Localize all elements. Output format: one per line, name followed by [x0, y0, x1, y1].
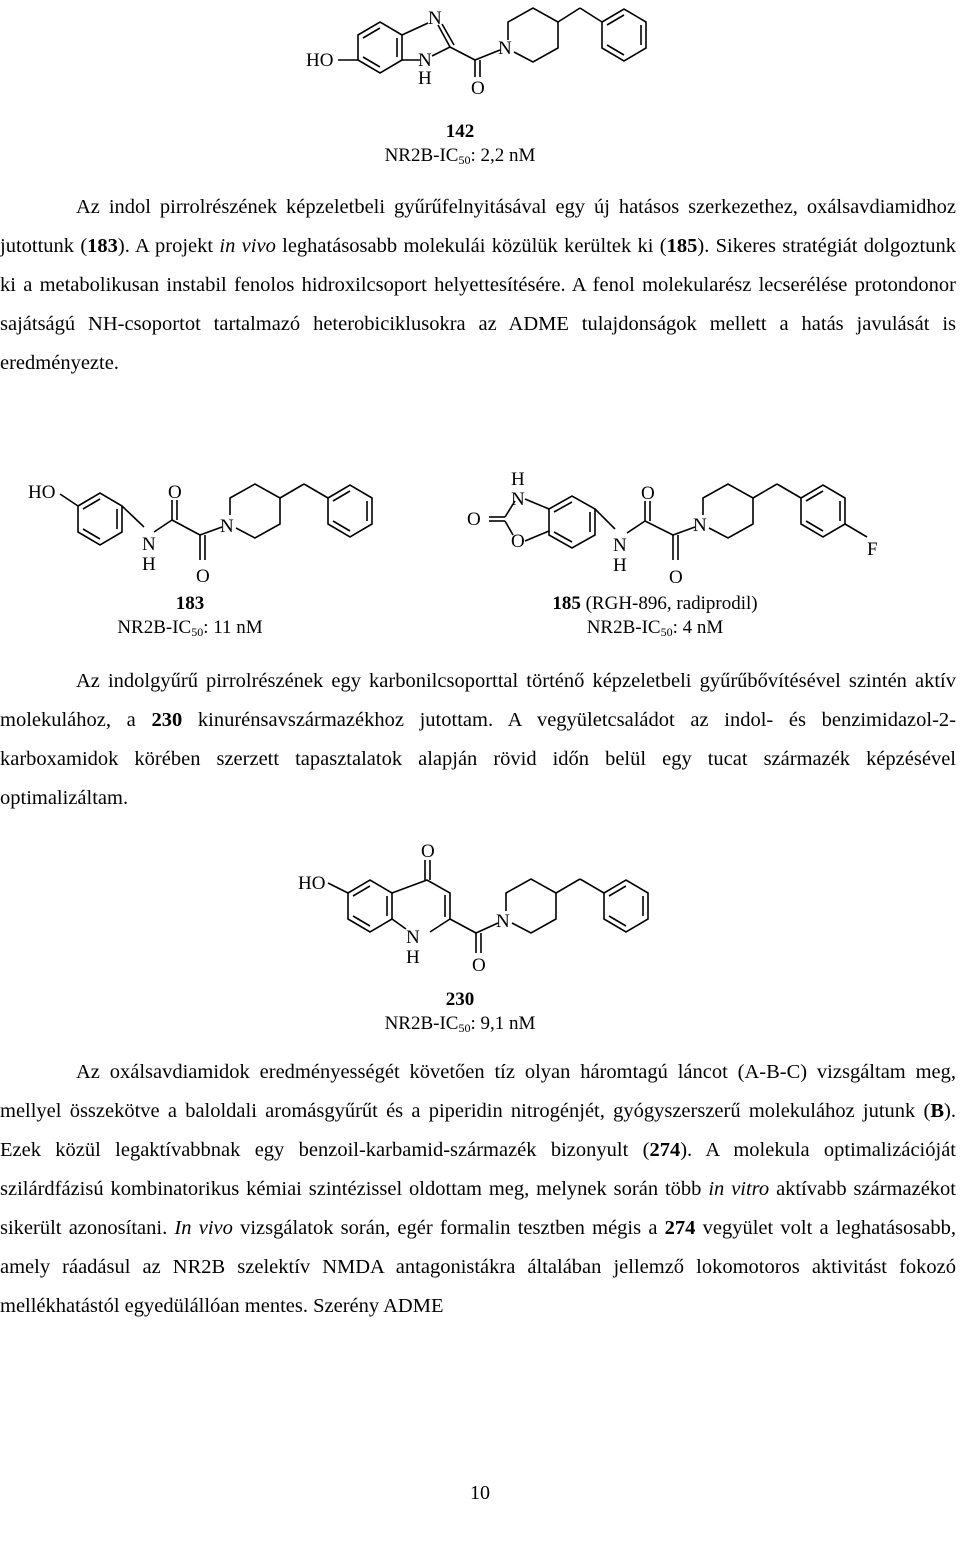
benzene-ring	[358, 22, 402, 73]
compound-number: 142	[445, 121, 475, 142]
activity: $NR2B-IC_{50}$: 4 nM	[586, 617, 724, 639]
o-label: O	[641, 483, 655, 504]
benzo-ring	[348, 880, 392, 932]
o-label: O	[511, 531, 525, 552]
o-label: O	[467, 509, 481, 530]
activity: $NR2B-IC_{50}$: 9,1 nM	[384, 1013, 536, 1035]
caption-142	[330, 120, 590, 168]
n-label: N	[428, 8, 442, 29]
n-label: N	[693, 515, 707, 536]
ho-label: HO	[28, 482, 56, 503]
h-label: H	[613, 555, 627, 576]
o-label: O	[471, 78, 485, 99]
o-label: O	[168, 482, 182, 503]
o-label: O	[196, 566, 210, 587]
n-label: N	[496, 911, 510, 932]
o-label: O	[421, 841, 435, 862]
h-label: H	[406, 947, 420, 968]
page-number: 10	[470, 1482, 490, 1504]
structure-142	[290, 0, 670, 110]
benzoxazolone-ring	[549, 496, 595, 548]
fluorophenyl-ring	[801, 485, 845, 537]
paragraph-3: Az oxálsavdiamidok eredményességét követően tíz olyan háromtagú láncot (A-B-C) vizsgáltam meg, mellyel összekötve a baloldali aromásgyűrűt és a piperidin nitrogénjét, gyógyszerszerű molekulához jutunk (B). Ezek közül legaktívabbnak egy benzoil-karbamid-származék bizonyult (274). A molekula optimalizációját szilárdfázisú kombinatorikus kémiai szintézissel oldottam meg, melynek során több in vitro aktívabb származékot sikerült azonosítani. In vivo vizsgálatok során, egér formalin tesztben mégis a 274 vegyület volt a leghatásosabb, amely ráadásul az NR2B szelektív NMDA antagonistákra általában jellemző lokomotoros aktivitást fokozó mellékhatástól egyedülállóan mentes. Szerény ADME	[0, 1061, 957, 1317]
activity: $NR2B-IC_{50}$: 11 nM	[117, 617, 263, 639]
n-label: N	[406, 927, 420, 948]
phenol-ring	[78, 493, 122, 545]
f-label: F	[867, 539, 878, 560]
caption-185	[500, 592, 810, 640]
paragraph-2: Az indolgyűrű pirrolrészének egy karbonilcsoporttal történő képzeletbeli gyűrűbővítésével szintén aktív molekulához, a 230 kinurénsavszármazékhoz jutottam. A vegyületcsaládot az indol- és benzimidazol-2-karboxamidok körében szerzett tapasztalatok alapján rövid időn belül egy tucat származék képzésével optimalizáltam.	[0, 670, 956, 809]
h-label: H	[142, 554, 156, 575]
n-label: N	[613, 535, 627, 556]
o-label: O	[472, 955, 486, 976]
caption-183	[60, 592, 320, 640]
phenyl-ring	[602, 9, 646, 61]
compound-number: 230	[445, 989, 475, 1010]
structure-185	[455, 465, 925, 595]
h-label: H	[418, 68, 432, 89]
n-label: N	[511, 489, 525, 510]
phenyl-ring	[328, 485, 372, 537]
paragraph-1: Az indol pirrolrészének képzeletbeli gyűrűfelnyitásával egy új hatásos szerkezethez, oxálsavdiamidhoz jutottunk (183). A projekt in vivo leghatásosabb molekulái közülük kerültek ki (185). Sikeres stratégiát dolgoztunk ki a metabolikusan instabil fenolos hidroxilcsoport helyettesítésére. A fenol molekularész lecserélése protondonor sajátságú NH-csoportot tartalmazó heterobiciklusokra az ADME tulajdonságok mellett a hatás javulását is eredményezte.	[0, 196, 956, 374]
n-label: N	[418, 50, 432, 71]
h-label: H	[511, 469, 525, 490]
caption-230	[330, 988, 590, 1036]
n-label: N	[142, 534, 156, 555]
ho-label: HO	[306, 50, 334, 71]
n-label: N	[498, 38, 512, 59]
structure-183	[20, 470, 400, 600]
ho-label: HO	[298, 873, 326, 894]
compound-number: 183	[175, 593, 205, 614]
n-label: N	[220, 516, 234, 537]
o-label: O	[669, 567, 683, 588]
phenyl-ring	[604, 880, 648, 932]
compound-title: 185 (RGH-896, radiprodil)	[552, 593, 758, 614]
structure-230	[290, 835, 670, 985]
activity: $NR2B-IC_{50}$: 2,2 nM	[384, 145, 536, 167]
